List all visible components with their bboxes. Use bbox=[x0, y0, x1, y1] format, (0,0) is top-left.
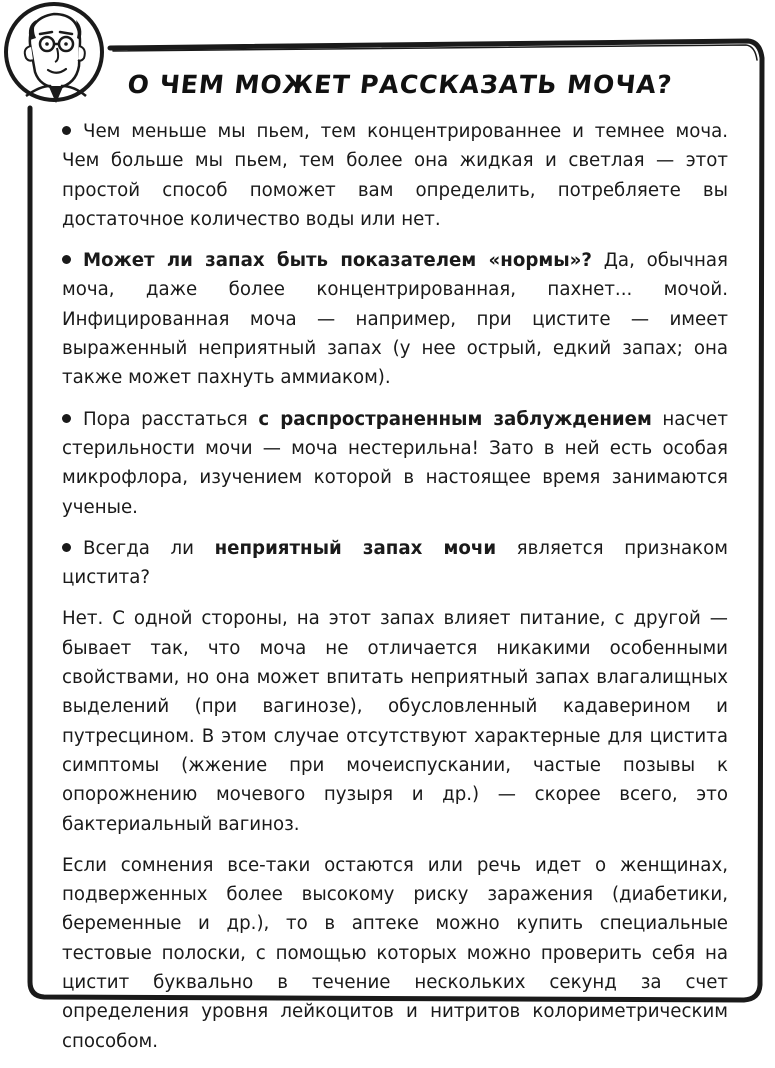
bullet-paragraph-3 bbox=[62, 405, 728, 522]
paragraph-text-start: Всегда ли bbox=[83, 537, 215, 559]
paragraph-5 bbox=[62, 604, 728, 838]
bullet-icon bbox=[62, 255, 71, 264]
avatar bbox=[0, 0, 110, 106]
paragraph-text: Да, обычная моча, даже более концентрированная, пахнет... мочой. Инфицированная моча — например, при цистите — имеет выраженный неприятный запах (у нее острый, едкий запах; она также может пахнуть аммиаком). bbox=[62, 250, 728, 389]
paragraph-bold-text: неприятный запах мочи bbox=[214, 537, 497, 559]
page-title: О ЧЕМ МОЖЕТ РАССКАЗАТЬ МОЧА? bbox=[126, 70, 674, 99]
bullet-paragraph-2 bbox=[62, 246, 728, 392]
paragraph-bold-text: Может ли запах быть показателем «нормы»? bbox=[83, 250, 592, 272]
bullet-icon bbox=[62, 414, 71, 423]
bullet-icon bbox=[62, 126, 71, 135]
paragraph-text-start: Пора расстаться bbox=[83, 408, 259, 430]
paragraph-text: Чем меньше мы пьем, тем концентрированнее и темнее моча. Чем больше мы пьем, тем более она жидкая и светлая — этот простой способ поможет вам определить, потребляете вы достаточное количество воды или нет. bbox=[62, 121, 728, 230]
paragraph-6 bbox=[62, 851, 728, 1056]
bullet-paragraph-4 bbox=[62, 534, 728, 593]
paragraph-text: Если сомнения все-таки остаются или речь идет о женщинах, подверженных более высокому риску заражения (диабетики, беременные и др.), то в аптеке можно купить специальные тестовые полоски, с помощью которых можно проверить себя на цистит буквально в течение нескольких секунд за счет определения уровня лейкоцитов и нитритов колориметрическим способом. bbox=[62, 854, 728, 1052]
bullet-paragraph-1 bbox=[62, 117, 728, 234]
paragraph-text: Нет. С одной стороны, на этот запах влияет питание, с другой — бывает так, что моча не отличается никакими особенными свойствами, но она может впитать неприятный запах влагалищных выделений (при вагинозе), обусловленный кадаверином и путресцином. В этом случае отсутствуют характерные для цистита симптомы (жжение при мочеиспускании, частые позывы к опорожнению мочевого пузыря и др.) — скорее всего, это бактериальный вагиноз. bbox=[62, 608, 728, 835]
doctor-with-glasses-icon bbox=[0, 0, 110, 106]
paragraph-text: насчет стерильности мочи — моча нестерильна! Зато в ней есть особая микрофлора, изучением которой в настоящее время занимаются ученые. bbox=[62, 408, 728, 518]
paragraph-bold-text: с распространенным заблуждением bbox=[258, 408, 652, 430]
bullet-icon bbox=[62, 543, 71, 552]
article-body bbox=[62, 117, 728, 1068]
paragraph-text: является признаком цистита? bbox=[62, 537, 729, 589]
